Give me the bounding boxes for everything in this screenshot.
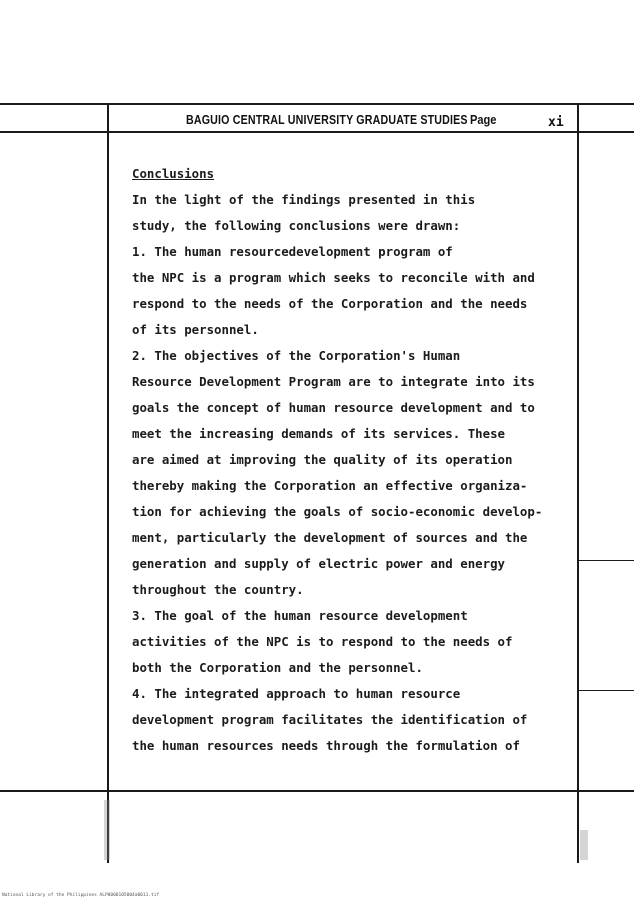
- body-line: ment, particularly the development of sources and the: [132, 530, 528, 545]
- header-page-number: xi: [548, 115, 564, 130]
- section-heading: Conclusions: [132, 166, 215, 181]
- body-line: meet the increasing demands of its services. These: [132, 426, 505, 441]
- header-page-label: Page: [470, 112, 497, 127]
- bottom-rule: [0, 790, 634, 792]
- right-margin-rule: [577, 103, 579, 863]
- body-line: respond to the needs of the Corporation and the needs: [132, 296, 528, 311]
- right-side-line-1: [578, 560, 634, 561]
- body-line: the human resources needs through the formulation of: [132, 738, 520, 753]
- body-line: generation and supply of electric power and energy: [132, 556, 505, 571]
- header-title: BAGUIO CENTRAL UNIVERSITY GRADUATE STUDIES: [186, 112, 468, 127]
- scan-smudge-right: [580, 830, 588, 860]
- body-line: 2. The objectives of the Corporation's Human: [132, 348, 461, 363]
- body-line: development program facilitates the identification of: [132, 712, 528, 727]
- body-line: the NPC is a program which seeks to reconcile with and: [132, 270, 535, 285]
- body-line: tion for achieving the goals of socio-economic develop-: [132, 504, 543, 519]
- body-line: activities of the NPC is to respond to the needs of: [132, 634, 513, 649]
- body-line: 1. The human resourcedevelopment program of: [132, 244, 453, 259]
- right-side-line-2: [578, 690, 634, 691]
- header-bottom-rule: [0, 131, 634, 133]
- scan-footer: National Library of the Philippines ALP0000105004a0011.tif: [2, 893, 160, 898]
- body-line: of its personnel.: [132, 322, 259, 337]
- body-line: In the light of the findings presented in this: [132, 192, 476, 207]
- body-line: throughout the country.: [132, 582, 304, 597]
- body-line: 3. The goal of the human resource development: [132, 608, 468, 623]
- body-line: thereby making the Corporation an effective organiza-: [132, 478, 528, 493]
- left-margin-rule: [107, 103, 109, 863]
- body-line: Resource Development Program are to integrate into its: [132, 374, 535, 389]
- body-line: both the Corporation and the personnel.: [132, 660, 423, 675]
- body-line: study, the following conclusions were drawn:: [132, 218, 461, 233]
- scan-smudge-left: [104, 800, 110, 860]
- header-top-rule: [0, 103, 634, 105]
- body-line: are aimed at improving the quality of its operation: [132, 452, 513, 467]
- body-line: 4. The integrated approach to human resource: [132, 686, 461, 701]
- body-line: goals the concept of human resource development and to: [132, 400, 535, 415]
